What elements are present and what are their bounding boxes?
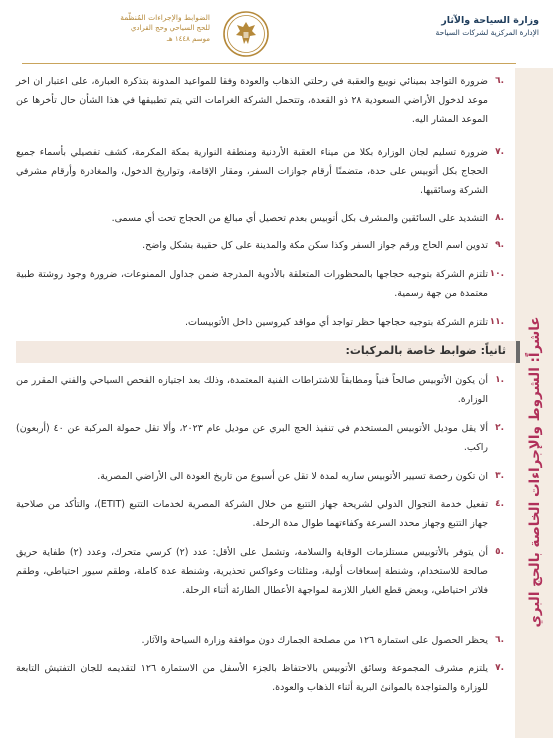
sidebar-title: عاشراً: الشروط والإجراءات الخاصة بالحج البري (527, 316, 543, 628)
list-item (16, 495, 504, 533)
item-number: .٣ (495, 471, 504, 481)
item-text: تدوين اسم الحاج ورقم جواز السفر وكذا سكن مكة والمدينة على كل حقيبة بشكل واضح. (142, 240, 488, 251)
list-item (16, 313, 504, 332)
item-text: تفعيل خدمة التجوال الدولي لشريحة جهاز التتبع من خلال الشركة المصرية لخدمات التتبع (ETIT)، والتأكد من صلاحية جهاز التتبع وجهاز محدد السرعة وكفاءتهما طوال مدة الرحلة. (16, 499, 488, 529)
eagle-emblem-icon (222, 10, 270, 58)
item-number: .٢ (495, 423, 504, 433)
ministry-department: الإدارة المركزية لشركات السياحة (435, 28, 539, 37)
item-number: .٦ (495, 76, 504, 86)
item-number: .٨ (495, 213, 504, 223)
list-item (16, 72, 504, 129)
item-text: ان تكون رخصة تسيير الأتوبيس ساريه لمدة لا تقل عن أسبوع من تاريخ العودة الى الأراضي المصرية. (97, 471, 488, 482)
section-sidebar (515, 68, 553, 738)
list-item (16, 419, 504, 457)
section-heading (16, 341, 520, 363)
committee-block (60, 12, 210, 45)
ministry-name: وزارة السياحة والآثار (441, 15, 539, 26)
item-text: ضرورة تسليم لجان الوزارة بكلا من ميناء العقبة الأردنية ومنطقة النوارية بمكة المكرمة، كشف تفصيلي بأسماء جميع الحجاج بكل أتوبيس على حدة، متضمنًا أرقام جوازات السفر، ومقار الإقامة، وتواريخ الدخول، والمغادرة وأرقام مشرفي الشركة وسائقيها. (16, 147, 488, 196)
committee-season: موسم ١٤٤٨ هـ (166, 35, 210, 43)
committee-line-2: للحج السياحي وحج القرادي (130, 24, 210, 32)
list-item (16, 143, 504, 200)
list-item (16, 659, 504, 697)
item-text: ألا يقل موديل الأتوبيس المستخدم في تنفيذ الحج البري عن موديل عام ٢٠٢٣، وألا تقل حمولة المركبة عن ٤٠ (أربعون) راكب. (16, 423, 488, 453)
list-item (16, 209, 504, 228)
list-item (16, 543, 504, 600)
item-text: تلتزم الشركة بتوجيه حجاجها بالمحظورات المتعلقة بالأدوية المدرجة ضمن جداول الممنوعات، ضرورة وجود روشتة طبية معتمدة من جهة رسمية. (16, 269, 488, 299)
section-heading-text: ثانياً: ضوابط خاصة بالمركبات: (345, 344, 506, 357)
header-divider (22, 63, 516, 64)
list-item (16, 371, 504, 409)
list-item (16, 467, 504, 486)
item-text: يحظر الحصول على استمارة ١٢٦ من مصلحة الجمارك دون موافقة وزارة السياحة والآثار. (141, 635, 488, 646)
item-number: .٤ (495, 499, 504, 509)
item-number: .١٠ (489, 269, 504, 279)
item-text: تلتزم الشركة بتوجيه حجاجها حظر تواجد أي مواقد كيروسين داخل الأتوبيسات. (184, 317, 488, 328)
ministry-block (436, 14, 539, 38)
item-number: .٥ (495, 547, 504, 557)
item-text: أن يكون الأتوبيس صالحاً فنياً ومطابقاً للاشتراطات الفنية المعتمدة، وذلك بعد اجتيازه الفحص السياحي والفني المقرر من الوزارة. (16, 375, 488, 405)
item-text: ضرورة التواجد بمينائي نويبع والعقبة في رحلتي الذهاب والعودة وفقا للمواعيد المدونة بتذكرة العبارة، على اعتبار ان اخر موعد لدخول الأراضي السعودية ٢٨ ذو القعدة، وتتحمل الشركة الغرامات التي يتم تطبيقها في هذا الشأن حال تأخرها عن الموعد المشار اليه. (16, 76, 489, 125)
item-number: .٧ (495, 147, 504, 157)
item-text: التشديد على السائقين والمشرف بكل أتوبيس بعدم تحصيل أي مبالغ من الحجاج تحت أي مسمى. (111, 213, 488, 224)
list-item (16, 236, 504, 255)
item-text: أن يتوفر بالأتوبيس مستلزمات الوقاية والسلامة، وتشمل على الأقل: عدد (٢) كرسي متحرك، وعدد (٢) طفاية حريق صالحة للاستخدام، وشنطة إسعافات أولية، ومثلثات وعواكس تحذيرية، وشنطة عدة كاملة، وطقم سيور احتياطي، وطقم فلاتر احتياطي، وبعض قطع الغيار اللازمة لمواجهة الأعطال الطارئة أثناء الرحلة. (16, 547, 488, 596)
list-item (16, 265, 504, 303)
item-number: .١١ (489, 317, 504, 327)
item-text: يلتزم مشرف المجموعة وسائق الأتوبيس بالاحتفاظ بالجزء الأسفل من الاستمارة ١٢٦ لتقديمه للجان التفتيش التابعة للوزارة والمتواجدة بالموانئ البرية أثناء الذهاب والعودة. (16, 663, 488, 693)
item-number: .٦ (495, 635, 504, 645)
page-header (0, 0, 553, 68)
item-number: .١ (495, 375, 504, 385)
list-item (16, 631, 504, 650)
committee-line-1: الضوابط والإجراءات المُنظّمة (120, 13, 210, 22)
item-number: .٩ (495, 240, 504, 250)
item-number: .٧ (495, 663, 504, 673)
